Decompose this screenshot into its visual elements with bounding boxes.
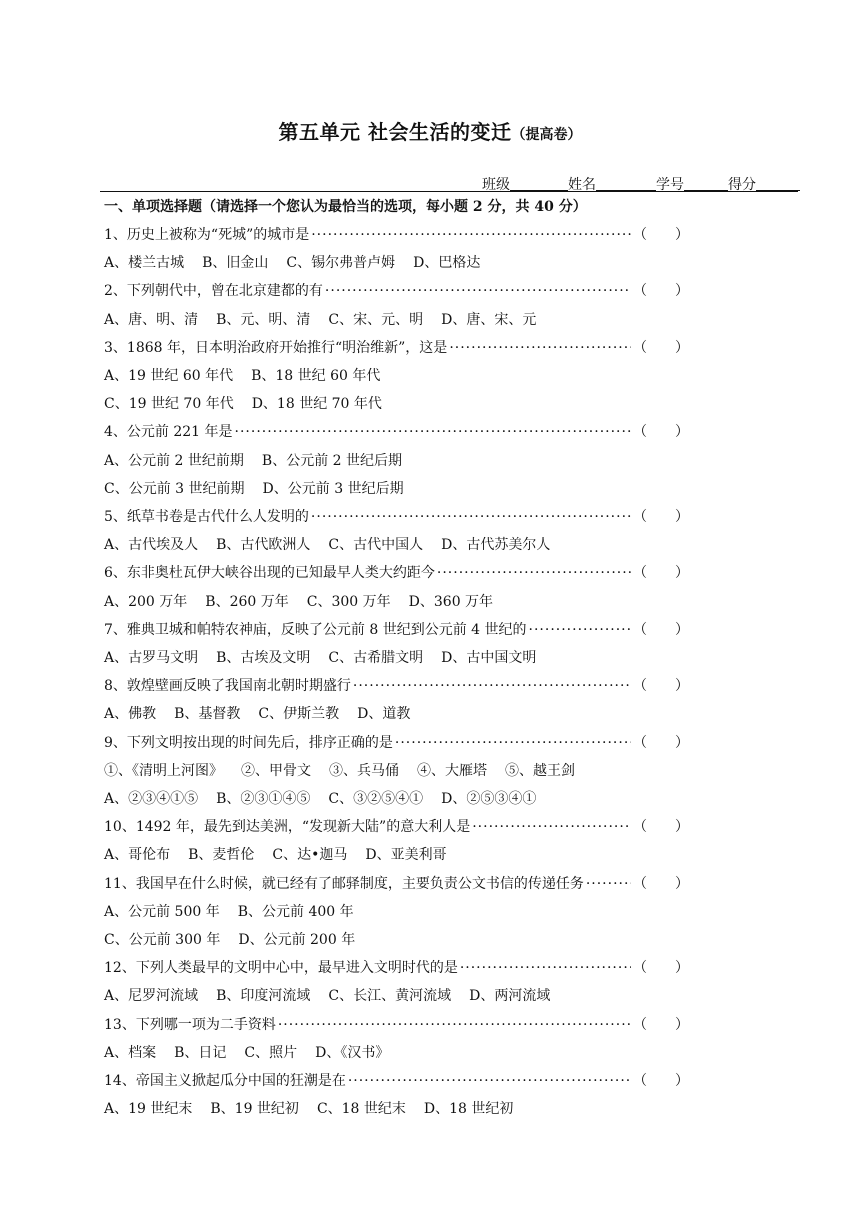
question-stem: 12、下列人类最早的文明中心中，最早进入文明时代的是 xyxy=(104,960,458,977)
option-choice[interactable]: B、日记 xyxy=(174,1044,227,1061)
option-choice[interactable]: C、宋、元、明 xyxy=(328,311,424,328)
answer-bracket[interactable]: （ ） xyxy=(633,621,689,638)
number-label: 学号 xyxy=(656,177,684,193)
option-choice[interactable]: C、18 世纪末 xyxy=(316,1101,406,1118)
leader-dots xyxy=(348,1071,631,1091)
question-stem: 14、帝国主义掀起瓜分中国的狂潮是在 xyxy=(104,1073,346,1089)
leader-dots xyxy=(460,958,631,978)
option-row xyxy=(104,986,550,1006)
question-stem: 4、公元前 221 年是 xyxy=(104,424,233,441)
option-row xyxy=(104,902,354,922)
score-blank[interactable] xyxy=(756,176,800,191)
option-choice[interactable]: B、公元前 400 年 xyxy=(237,903,354,920)
answer-bracket[interactable]: （ ） xyxy=(633,678,689,695)
question-stem: 13、下列哪一项为二手资料 xyxy=(104,1016,276,1033)
option-choice[interactable]: A、唐、明、清 xyxy=(104,311,199,328)
question-stem: 1、历史上被称为“死城”的城市是 xyxy=(104,227,310,243)
option-choice[interactable]: A、尼罗河流域 xyxy=(104,988,199,1005)
option-choice[interactable]: A、古代埃及人 xyxy=(104,537,199,554)
option-choice[interactable]: C、伊斯兰教 xyxy=(258,706,340,723)
leader-dots xyxy=(586,874,631,894)
option-choice[interactable]: ①、《清明上河图》 xyxy=(104,762,223,779)
name-blank[interactable] xyxy=(596,176,656,191)
option-row xyxy=(104,310,536,330)
option-choice[interactable]: D、18 世纪初 xyxy=(423,1101,514,1118)
leader-dots xyxy=(311,225,631,245)
option-choice[interactable]: D、公元前 200 年 xyxy=(238,932,356,948)
option-choice[interactable]: A、档案 xyxy=(104,1044,157,1061)
option-choice[interactable]: B、18 世纪 60 年代 xyxy=(251,368,381,384)
option-choice[interactable]: D、两河流域 xyxy=(469,988,551,1005)
question-stem-line xyxy=(104,817,689,837)
option-row xyxy=(104,1099,513,1119)
answer-bracket[interactable]: （ ） xyxy=(633,819,689,836)
option-choice[interactable]: A、公元前 2 世纪前期 xyxy=(104,452,244,469)
question-stem: 10、1492 年，最先到达美洲，“发现新大陆”的意大利人是 xyxy=(104,819,471,836)
option-choice[interactable]: A、19 世纪末 xyxy=(104,1101,193,1118)
option-choice[interactable]: B、260 万年 xyxy=(205,593,289,610)
option-row xyxy=(104,761,575,781)
leader-dots xyxy=(278,1015,631,1035)
answer-bracket[interactable]: （ ） xyxy=(633,227,689,243)
exam-title xyxy=(0,116,860,145)
question-stem: 3、1868 年，日本明治政府开始推行“明治维新”，这是 xyxy=(104,339,448,356)
option-row xyxy=(104,930,355,950)
option-choice[interactable]: B、古代欧洲人 xyxy=(216,537,311,554)
question-stem-line xyxy=(104,225,689,245)
option-choice[interactable]: C、③②⑤④① xyxy=(328,791,424,807)
option-row xyxy=(104,648,536,668)
option-choice[interactable]: A、哥伦布 xyxy=(104,847,171,864)
answer-bracket[interactable]: （ ） xyxy=(633,1073,689,1089)
option-choice[interactable]: C、达•迦马 xyxy=(272,847,348,864)
option-row xyxy=(104,1043,389,1063)
question-stem-line xyxy=(104,563,689,583)
leader-dots xyxy=(353,676,631,696)
question-stem: 7、雅典卫城和帕特农神庙，反映了公元前 8 世纪到公元前 4 世纪的 xyxy=(104,621,527,638)
question-stem-line xyxy=(104,958,689,978)
option-choice[interactable]: D、360 万年 xyxy=(408,593,494,610)
option-choice[interactable]: B、旧金山 xyxy=(202,255,269,272)
question-stem-line xyxy=(104,507,689,527)
section-heading: 一、单项选择题（请选择一个您认为最恰当的选项，每小题 2 分，共 40 分） xyxy=(104,199,587,215)
question-stem: 11、我国早在什么时候，就已经有了邮驿制度，主要负责公文书信的传递任务 xyxy=(104,875,584,892)
score-label: 得分 xyxy=(728,177,756,193)
option-choice[interactable]: B、印度河流域 xyxy=(216,988,311,1005)
option-row xyxy=(104,789,536,809)
option-choice[interactable]: ⑤、越王剑 xyxy=(505,762,575,779)
option-choice[interactable]: A、19 世纪 60 年代 xyxy=(104,368,234,384)
answer-bracket[interactable]: （ ） xyxy=(633,424,689,441)
option-choice[interactable]: C、公元前 300 年 xyxy=(104,932,221,948)
question-stem: 9、下列文明按出现的时间先后，排序正确的是 xyxy=(104,734,393,751)
title-main: 第五单元 社会生活的变迁 xyxy=(278,120,512,144)
question-stem-line xyxy=(104,1015,689,1035)
answer-bracket[interactable]: （ ） xyxy=(633,565,689,582)
option-choice[interactable]: B、19 世纪初 xyxy=(210,1101,299,1118)
answer-bracket[interactable]: （ ） xyxy=(633,339,689,356)
option-choice[interactable]: D、《汉书》 xyxy=(315,1044,390,1061)
option-choice[interactable]: A、楼兰古城 xyxy=(104,255,185,272)
option-row xyxy=(104,451,402,471)
option-choice[interactable]: C、300 万年 xyxy=(306,593,391,610)
title-subtitle: （提高卷） xyxy=(511,127,582,143)
answer-bracket[interactable]: （ ） xyxy=(633,1016,689,1033)
option-row xyxy=(104,845,447,865)
question-stem-line xyxy=(104,338,689,358)
option-choice[interactable]: A、200 万年 xyxy=(104,593,188,610)
option-row xyxy=(104,535,550,555)
option-choice[interactable]: C、公元前 3 世纪前期 xyxy=(104,480,245,497)
header-divider xyxy=(100,191,798,192)
option-row xyxy=(104,592,493,612)
option-row xyxy=(104,479,404,499)
option-choice[interactable]: D、②⑤③④① xyxy=(441,791,537,807)
option-choice[interactable]: D、亚美利哥 xyxy=(365,847,447,864)
leader-dots xyxy=(325,281,631,301)
leader-dots xyxy=(395,733,631,753)
option-choice[interactable]: C、19 世纪 70 年代 xyxy=(104,396,234,413)
option-choice[interactable]: B、公元前 2 世纪后期 xyxy=(261,452,403,469)
leader-dots xyxy=(235,422,631,442)
question-stem-line xyxy=(104,620,689,640)
option-choice[interactable]: A、古罗马文明 xyxy=(104,650,199,666)
option-row xyxy=(104,394,382,414)
question-stem-line xyxy=(104,733,689,753)
answer-bracket[interactable]: （ ） xyxy=(633,960,689,977)
option-choice[interactable]: B、基督教 xyxy=(174,706,241,723)
answer-bracket[interactable]: （ ） xyxy=(633,283,689,300)
question-stem: 8、敦煌壁画反映了我国南北朝时期盛行 xyxy=(104,678,351,695)
option-choice[interactable]: B、古埃及文明 xyxy=(216,650,311,666)
class-blank[interactable] xyxy=(510,176,568,191)
option-choice[interactable]: B、麦哲伦 xyxy=(188,847,255,864)
option-choice[interactable]: A、②③④①⑤ xyxy=(104,791,199,807)
option-choice[interactable]: C、古希腊文明 xyxy=(328,650,424,666)
option-choice[interactable]: ④、大雁塔 xyxy=(417,762,487,779)
class-label: 班级 xyxy=(482,177,510,193)
question-stem-line xyxy=(104,1071,689,1091)
question-stem-line xyxy=(104,422,689,442)
option-choice[interactable]: D、古中国文明 xyxy=(441,650,537,666)
option-choice[interactable]: A、佛教 xyxy=(104,706,157,723)
option-choice[interactable]: D、公元前 3 世纪后期 xyxy=(262,480,404,497)
option-choice[interactable]: C、照片 xyxy=(244,1044,298,1061)
answer-bracket[interactable]: （ ） xyxy=(633,734,689,751)
option-choice[interactable]: C、锡尔弗普卢姆 xyxy=(286,255,396,272)
option-choice[interactable]: C、古代中国人 xyxy=(328,537,424,554)
leader-dots xyxy=(437,563,631,583)
question-stem-line xyxy=(104,281,689,301)
option-row xyxy=(104,704,410,724)
option-choice[interactable]: ②、甲骨文 xyxy=(241,762,311,779)
option-choice[interactable]: C、长江、黄河流域 xyxy=(328,988,452,1005)
question-stem-line xyxy=(104,874,689,894)
question-stem: 2、下列朝代中，曾在北京建都的有 xyxy=(104,283,323,300)
option-row xyxy=(104,253,480,273)
option-choice[interactable]: D、18 世纪 70 年代 xyxy=(251,396,382,413)
option-choice[interactable]: ③、兵马俑 xyxy=(329,762,399,779)
number-blank[interactable] xyxy=(684,176,728,191)
option-row xyxy=(104,366,380,386)
option-choice[interactable]: D、道教 xyxy=(357,706,411,723)
option-choice[interactable]: D、巴格达 xyxy=(413,255,481,272)
name-label: 姓名 xyxy=(568,177,596,193)
question-stem: 5、纸草书卷是古代什么人发明的 xyxy=(104,509,309,525)
leader-dots xyxy=(311,507,631,527)
leader-dots xyxy=(449,338,631,358)
question-stem-line xyxy=(104,676,689,696)
leader-dots xyxy=(529,620,631,640)
option-choice[interactable]: D、唐、宋、元 xyxy=(441,311,537,328)
option-choice[interactable]: B、②③①④⑤ xyxy=(216,791,311,807)
answer-bracket[interactable]: （ ） xyxy=(633,509,689,525)
leader-dots xyxy=(472,817,631,837)
option-choice[interactable]: D、古代苏美尔人 xyxy=(441,537,551,554)
option-choice[interactable]: B、元、明、清 xyxy=(216,311,311,328)
question-stem: 6、东非奥杜瓦伊大峡谷出现的已知最早人类大约距今 xyxy=(104,565,435,582)
option-choice[interactable]: A、公元前 500 年 xyxy=(104,903,220,920)
answer-bracket[interactable]: （ ） xyxy=(633,875,689,892)
